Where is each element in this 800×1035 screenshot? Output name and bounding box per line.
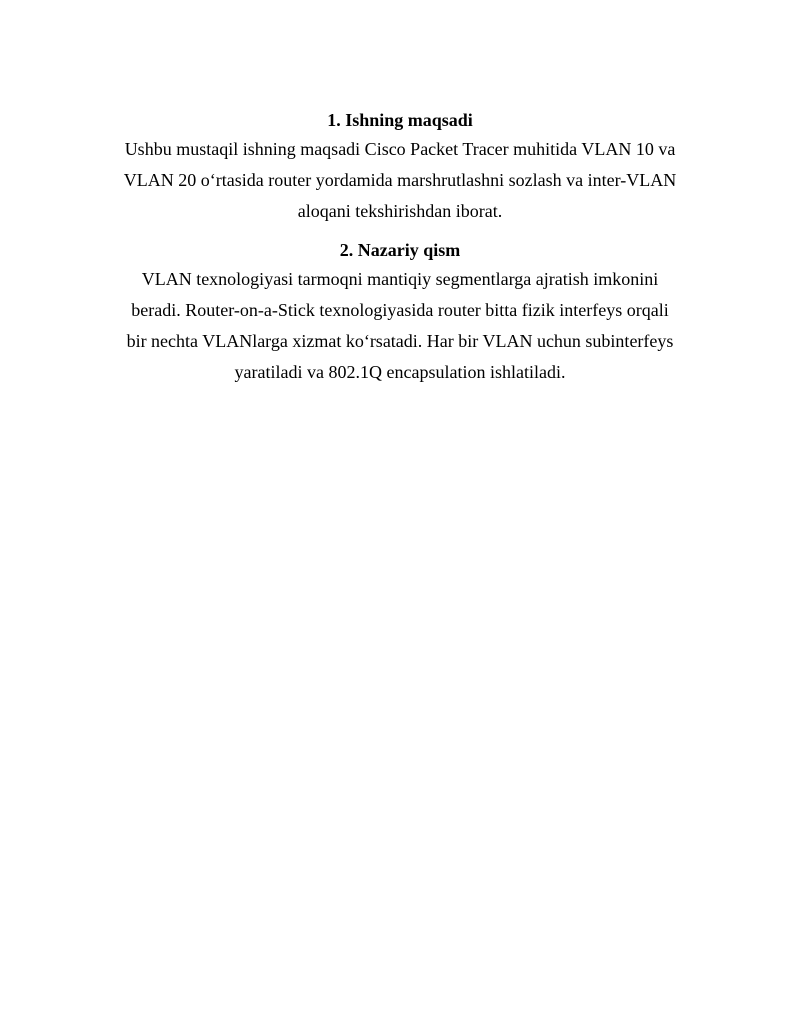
paragraph-line: aloqani tekshirishdan iborat. [297,201,503,221]
paragraph-line: bir nechta VLANlarga xizmat ko‘rsatadi. Har bir VLAN uchun subinterfeys [126,331,674,351]
paragraph-line: Ushbu mustaqil ishning maqsadi Cisco Packet Tracer muhitida VLAN 10 va [124,139,676,159]
paragraph-line: yaratiladi va 802.1Q encapsulation ishlatiladi. [234,362,566,382]
paragraph-line: VLAN 20 o‘rtasida router yordamida marshrutlashni sozlash va inter-VLAN [123,170,677,190]
document-content [100,106,700,388]
section-heading: 1. Ishning maqsadi [327,110,473,130]
paragraph-line: beradi. Router-on-a-Stick texnologiyasida router bitta fizik interfeys orqali [131,300,669,320]
section-nazariy [100,236,700,388]
section-paragraph [100,134,700,227]
section-maqsad [100,106,700,227]
section-heading: 2. Nazariy qism [339,240,461,260]
paragraph-line: VLAN texnologiyasi tarmoqni mantiqiy segmentlarga ajratish imkonini [141,269,659,289]
section-paragraph [100,264,700,388]
